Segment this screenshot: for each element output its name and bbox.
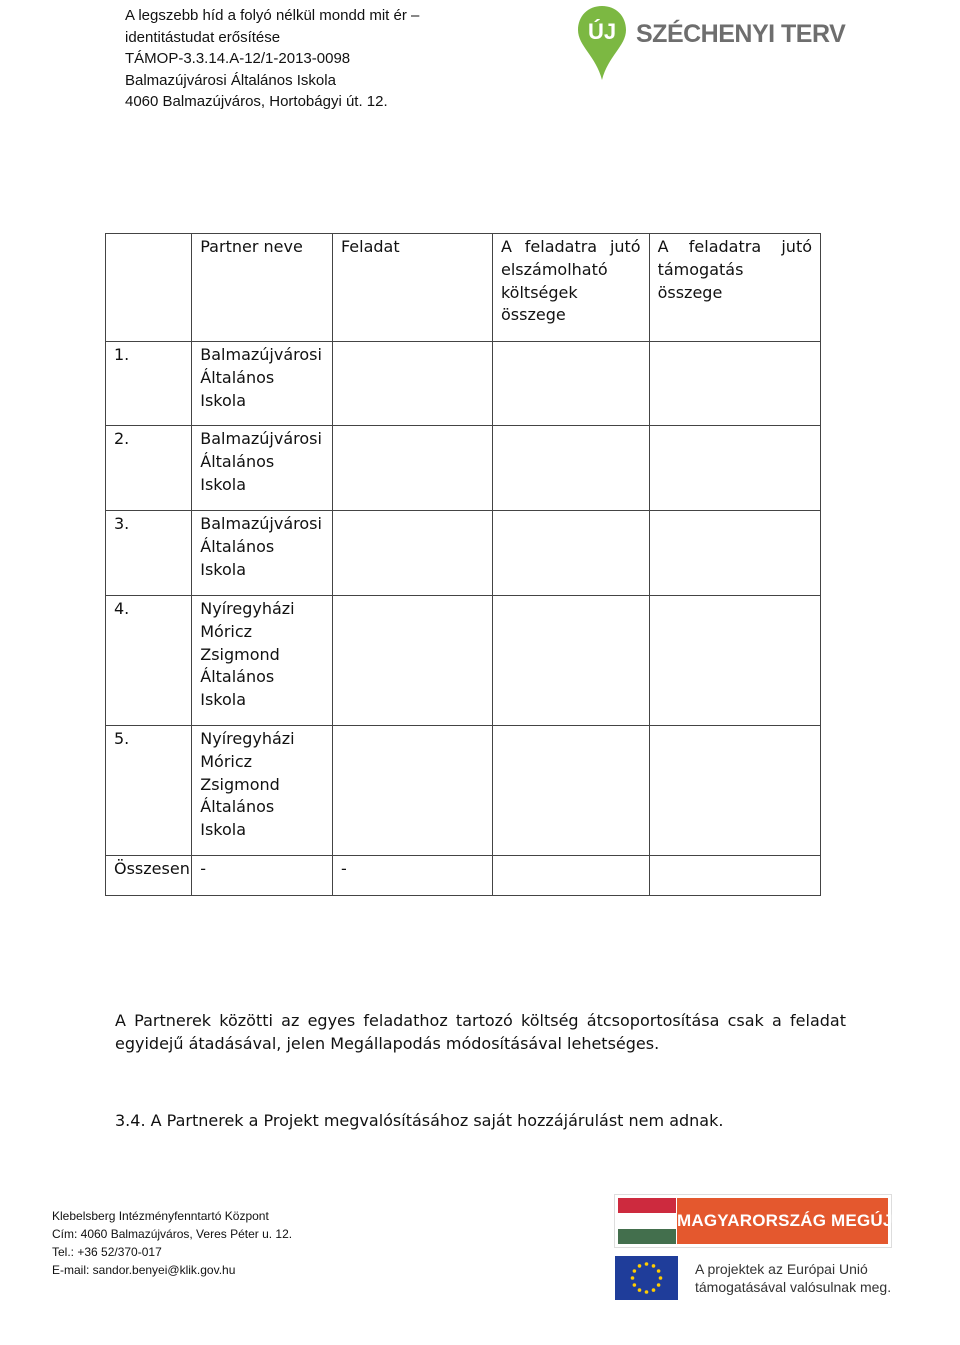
header-cell-partner: Partner neve xyxy=(192,234,333,342)
paragraph-line: egyidejű átadásával, jelen Megállapodás módosításával lehetséges. xyxy=(115,1033,660,1053)
header-line: A legszebb híd a folyó nélkül mondd mit ér – xyxy=(125,7,420,24)
total-label: Összesen xyxy=(106,856,192,896)
header-cell-support xyxy=(649,234,820,342)
partner-line: Móricz xyxy=(200,751,253,771)
header-line: identitástudat erősítése xyxy=(125,28,281,46)
eu-text-line: támogatásával valósulnak meg. xyxy=(695,1279,892,1295)
header-costs-line: A feladatra jutó xyxy=(500,237,641,256)
row-partner xyxy=(192,426,333,511)
paragraph-line: 3.4. A Partnerek a Projekt megvalósításához saját hozzájárulást nem adnak. xyxy=(115,1111,724,1130)
footer-line: Tel.: +36 52/370-017 xyxy=(52,1245,162,1259)
header-block xyxy=(125,5,419,113)
partner-line: Nyíregyházi xyxy=(200,729,295,748)
row-support xyxy=(649,342,820,426)
row-costs xyxy=(492,426,649,511)
partner-line: Móricz xyxy=(200,621,253,641)
eu-support-text xyxy=(695,1260,891,1296)
logo-wordmark: SZÉCHENYI TERV xyxy=(636,20,846,48)
table-row xyxy=(106,726,821,856)
total-costs xyxy=(492,856,649,896)
table-row xyxy=(106,342,821,426)
header-line: 4060 Balmazújváros, Hortobágyi út. 12. xyxy=(125,93,388,110)
partner-line: Általános xyxy=(200,451,275,471)
banner-text: MAGYARORSZÁG MEGÚJUL xyxy=(677,1198,888,1244)
row-task xyxy=(332,342,492,426)
row-costs xyxy=(492,596,649,726)
paragraph-line: A Partnerek közötti az egyes feladathoz tartozó költség átcsoportosítása csak a feladat xyxy=(115,1011,846,1030)
partner-line: Általános xyxy=(200,797,275,817)
partner-line: Iskola xyxy=(200,690,247,710)
footer-line: Cím: 4060 Balmazújváros, Veres Péter u. 12. xyxy=(52,1227,293,1241)
partner-line: Általános xyxy=(200,367,275,387)
row-partner xyxy=(192,726,333,856)
eu-flag-icon xyxy=(615,1256,678,1300)
row-support xyxy=(649,426,820,511)
header-support-line: A feladatra jutó xyxy=(657,237,812,256)
header-cell-costs xyxy=(492,234,649,342)
szechenyi-terv-logo xyxy=(576,4,846,84)
partner-line: Iskola xyxy=(200,390,247,410)
header-support-line: összege xyxy=(657,282,723,302)
row-number: 2. xyxy=(106,426,192,511)
row-costs xyxy=(492,726,649,856)
total-task: - xyxy=(332,856,492,896)
row-number: 3. xyxy=(106,511,192,596)
partner-line: Zsigmond xyxy=(200,644,280,664)
table-row xyxy=(106,511,821,596)
hungarian-flag-icon xyxy=(618,1198,676,1244)
table-row xyxy=(106,596,821,726)
header-line: TÁMOP-3.3.14.A-12/1-2013-0098 xyxy=(125,50,351,67)
header-costs-line: elszámolható xyxy=(500,259,608,279)
row-partner xyxy=(192,596,333,726)
row-task xyxy=(332,426,492,511)
table-total-row xyxy=(106,856,821,896)
eu-text-line: A projektek az Európai Unió xyxy=(695,1261,868,1277)
total-partner: - xyxy=(192,856,333,896)
partner-line: Balmazújvárosi xyxy=(200,345,322,364)
row-support xyxy=(649,726,820,856)
header-support-line: támogatás xyxy=(657,259,744,279)
header-cell-empty xyxy=(106,234,192,342)
partner-line: Általános xyxy=(200,536,275,556)
partner-line: Általános xyxy=(200,667,275,687)
table-header-row xyxy=(106,234,821,342)
footer-line: Klebelsberg Intézményfenntartó Központ xyxy=(52,1209,269,1223)
row-costs xyxy=(492,342,649,426)
partner-line: Iskola xyxy=(200,474,247,494)
partner-line: Nyíregyházi xyxy=(200,599,295,618)
partner-line: Balmazújvárosi xyxy=(200,429,322,448)
row-partner xyxy=(192,511,333,596)
row-costs xyxy=(492,511,649,596)
header-costs-line: összege xyxy=(500,305,566,325)
table-row xyxy=(106,426,821,511)
partner-line: Iskola xyxy=(200,559,247,579)
row-number: 1. xyxy=(106,342,192,426)
footer-line: E-mail: sandor.benyei@klik.gov.hu xyxy=(52,1263,236,1277)
row-number: 5. xyxy=(106,726,192,856)
partner-line: Iskola xyxy=(200,820,247,840)
cost-table xyxy=(105,233,821,896)
paragraph-regrouping xyxy=(115,1010,850,1056)
partner-line: Balmazújvárosi xyxy=(200,514,322,533)
row-number: 4. xyxy=(106,596,192,726)
header-line: Balmazújvárosi Általános Iskola xyxy=(125,71,336,89)
row-partner xyxy=(192,342,333,426)
header-costs-line: költségek xyxy=(500,282,578,302)
header-cell-task: Feladat xyxy=(332,234,492,342)
row-task xyxy=(332,511,492,596)
logo-pin-text: ÚJ xyxy=(587,19,617,44)
row-task xyxy=(332,596,492,726)
row-support xyxy=(649,596,820,726)
paragraph-3-4 xyxy=(115,1110,723,1133)
row-task xyxy=(332,726,492,856)
total-support xyxy=(649,856,820,896)
footer-contact xyxy=(52,1207,292,1279)
map-pin-icon xyxy=(576,4,632,84)
magyarorszag-megujul-banner xyxy=(614,1194,916,1248)
partner-line: Zsigmond xyxy=(200,774,280,794)
row-support xyxy=(649,511,820,596)
